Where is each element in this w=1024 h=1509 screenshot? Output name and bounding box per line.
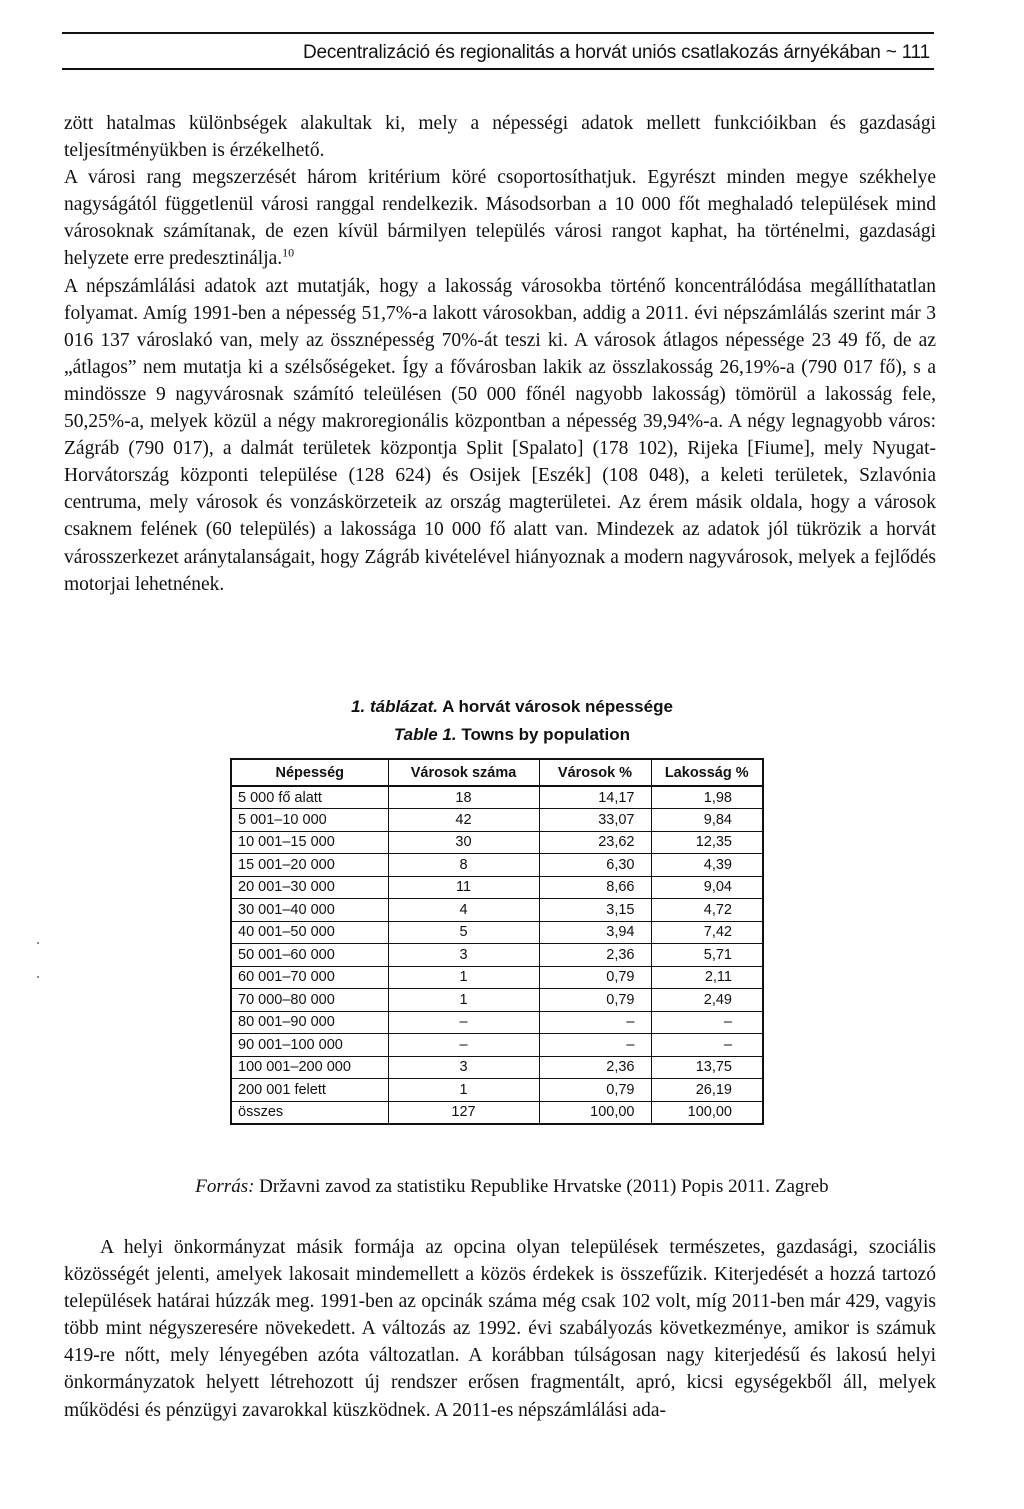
cell-town-count: 42	[388, 809, 539, 832]
cell-population-percent: 9,84	[651, 809, 763, 832]
cell-town-count: –	[388, 1034, 539, 1057]
table-row	[231, 1101, 763, 1124]
table-row	[231, 1034, 763, 1057]
cell-population-percent: 5,71	[651, 944, 763, 967]
header-varosok-szama: Városok száma	[388, 759, 539, 786]
header-varosok-percent: Városok %	[539, 759, 651, 786]
cell-town-percent: 100,00	[539, 1101, 651, 1124]
table-row	[231, 876, 763, 899]
cell-town-percent: 0,79	[539, 1079, 651, 1102]
cell-town-percent: 2,36	[539, 1056, 651, 1079]
cell-population-percent: 13,75	[651, 1056, 763, 1079]
cell-population-range: 15 001–20 000	[231, 854, 388, 877]
cell-population-range: 5 001–10 000	[231, 809, 388, 832]
paragraph-1-part-2: A városi rang megszerzését három kritérium köré csoportosíthatjuk. Egyrészt minden megye székhelye nagyságától függetlenül városi ranggal rendelkezik. Másodsorban a 10 000 főt meghaladó települések mind városoknak számítanak, de ezen kívül bármilyen település városi rangot kaphat, ha történelmi, gazdasági helyzete erre predesztinálja.	[64, 167, 936, 270]
table-row	[231, 1079, 763, 1102]
cell-population-range: 30 001–40 000	[231, 899, 388, 922]
cell-population-range: 50 001–60 000	[231, 944, 388, 967]
cell-town-count: 3	[388, 1056, 539, 1079]
scan-speck	[37, 942, 39, 944]
body-paragraph-2: A helyi önkormányzat másik formája az opcina olyan települések természetes, gazdasági, szociális közösségét jelenti, amelyek lakosait mindemellett a közös érdekek is összefűzik. Kiterjedését a hozzá tartozó települések határai húzzák meg. 1991-ben az opcinák száma még csak 102 volt, míg 2011-ben már 429, vagyis több mint négyszeresére növekedett. A változás az 1992. évi szabályozás következménye, amikor is számuk 419-re nőtt, mely lényegében azóta változatlan. A korábban túlságosan nagy kiterjedésű és lakosú helyi önkormányzatok helyett létrehozott új rendszer erősen fragmentált, apró, kicsi egységekből áll, melyek működési és pénzügyi zavarokkal küszködnek. A 2011-es népszámlálási ada-	[64, 1237, 936, 1421]
scan-speck	[37, 976, 39, 978]
cell-town-percent: 14,17	[539, 786, 651, 809]
cell-town-count: 5	[388, 921, 539, 944]
table-row	[231, 1056, 763, 1079]
cell-town-count: 127	[388, 1101, 539, 1124]
cell-town-percent: 2,36	[539, 944, 651, 967]
cell-town-count: 3	[388, 944, 539, 967]
header-lakossag-percent: Lakosság %	[651, 759, 763, 786]
cell-population-range: 200 001 felett	[231, 1079, 388, 1102]
cell-population-range: 90 001–100 000	[231, 1034, 388, 1057]
source-label: Forrás:	[195, 1176, 255, 1197]
cell-population-percent: 1,98	[651, 786, 763, 809]
table-caption-en-number: Table 1.	[393, 725, 457, 744]
cell-population-percent: 12,35	[651, 831, 763, 854]
header-nepesseg: Népesség	[231, 759, 388, 786]
paragraph-1-part-1: zött hatalmas különbségek alakultak ki, mely a népességi adatok mellett funkcióikban és gazdasági teljesítményükben is érzékelhető.	[64, 113, 936, 162]
table-row	[231, 1011, 763, 1034]
cell-town-count: 1	[388, 966, 539, 989]
table-header-row	[231, 759, 763, 786]
running-title: Decentralizáció és regionalitás a horvát uniós csatlakozás árnyékában	[302, 42, 881, 63]
cell-population-percent: 9,04	[651, 876, 763, 899]
cell-population-percent: 100,00	[651, 1101, 763, 1124]
table-body	[231, 786, 763, 1124]
cell-town-count: 18	[388, 786, 539, 809]
cell-town-count: 30	[388, 831, 539, 854]
cell-population-range: 20 001–30 000	[231, 876, 388, 899]
cell-population-range: 80 001–90 000	[231, 1011, 388, 1034]
cell-population-range: 100 001–200 000	[231, 1056, 388, 1079]
cell-population-percent: 2,49	[651, 989, 763, 1012]
cell-population-percent: 26,19	[651, 1079, 763, 1102]
cell-town-percent: 0,79	[539, 966, 651, 989]
cell-town-count: 1	[388, 1079, 539, 1102]
header-separator: ~	[885, 42, 897, 63]
running-header	[62, 32, 934, 70]
table-caption	[0, 697, 1024, 717]
cell-population-percent: 7,42	[651, 921, 763, 944]
cell-town-percent: 0,79	[539, 989, 651, 1012]
table-row	[231, 944, 763, 967]
cell-town-percent: –	[539, 1034, 651, 1057]
table-row	[231, 899, 763, 922]
cell-population-range: 40 001–50 000	[231, 921, 388, 944]
paragraph-1-part-3: A népszámlálási adatok azt mutatják, hogy a lakosság városokba történő koncentrálódása megállíthatatlan folyamat. Amíg 1991-ben a népesség 51,7%-a lakott városokban, addig a 2011. évi népszámlálás szerint már 3 016 137 városlakó van, mely az össznépesség 70%-át teszi ki. A városok átlagos népessége 23 49 fő, de az „átlagos” nem mutatja ki a szélsőségeket. Így a fővárosban lakik az összlakosság 26,19%-a (790 017 fő), s a mindössze 9 nagyvárosnak számító teleülésen (50 000 főnél nagyobb lakosság) tömörül a lakosság fele, 50,25%-a, melyek közül a négy makroregionális központban a népesség 39,94%-a. A négy legnagyobb város: Zágráb (790 017), a dalmát területek központja Split [Spalato] (178 102), Rijeka [Fiume], mely Nyugat-Horvátország központi települése (128 624) és Osijek [Eszék] (108 048), a keleti területek, Szlavónia centruma, mely városok és vonzáskörzeteik az ország magterületei. Az érem másik oldala, hogy a városok csaknem felének (60 település) a lakossága 10 000 fő alatt van. Mindezek az adatok jól tükrözik a horvát városszerkezet aránytalanságait, hogy Zágráb kivételével hiányoznak a modern nagyvárosok, melyek a fejlődés motorjai lehetnének.	[64, 275, 936, 595]
source-text: Državni zavod za statistiku Republike Hrvatske (2011) Popis 2011. Zagreb	[259, 1176, 829, 1197]
cell-population-percent: 4,39	[651, 854, 763, 877]
cell-population-range: 60 001–70 000	[231, 966, 388, 989]
cell-town-percent: 23,62	[539, 831, 651, 854]
table-row	[231, 831, 763, 854]
cell-population-range: 10 001–15 000	[231, 831, 388, 854]
cell-population-percent: –	[651, 1011, 763, 1034]
cell-population-range: 70 000–80 000	[231, 989, 388, 1012]
table-row	[231, 854, 763, 877]
cell-population-range: 5 000 fő alatt	[231, 786, 388, 809]
footnote-reference[interactable]: 10	[282, 245, 295, 260]
cell-town-count: 8	[388, 854, 539, 877]
table-row	[231, 786, 763, 809]
cell-town-percent: 3,94	[539, 921, 651, 944]
table-row	[231, 966, 763, 989]
table-caption-number: 1. táblázat.	[351, 697, 438, 716]
cell-town-count: 11	[388, 876, 539, 899]
cell-town-count: –	[388, 1011, 539, 1034]
table-caption-title: A horvát városok népessége	[442, 697, 673, 716]
cell-town-count: 1	[388, 989, 539, 1012]
table-source	[0, 1176, 1024, 1198]
cell-town-percent: 33,07	[539, 809, 651, 832]
table-row	[231, 809, 763, 832]
table-caption-english	[0, 725, 1024, 745]
cell-population-percent: 2,11	[651, 966, 763, 989]
cell-town-count: 4	[388, 899, 539, 922]
cell-population-range: összes	[231, 1101, 388, 1124]
page-number: 111	[901, 42, 930, 63]
body-paragraph-1	[64, 110, 936, 598]
cell-town-percent: –	[539, 1011, 651, 1034]
cell-town-percent: 6,30	[539, 854, 651, 877]
table-row	[231, 989, 763, 1012]
cell-population-percent: –	[651, 1034, 763, 1057]
towns-population-table	[230, 758, 764, 1125]
table-row	[231, 921, 763, 944]
cell-population-percent: 4,72	[651, 899, 763, 922]
cell-town-percent: 8,66	[539, 876, 651, 899]
cell-town-percent: 3,15	[539, 899, 651, 922]
table-caption-en-title: Towns by population	[461, 725, 631, 744]
header-text	[303, 42, 930, 64]
